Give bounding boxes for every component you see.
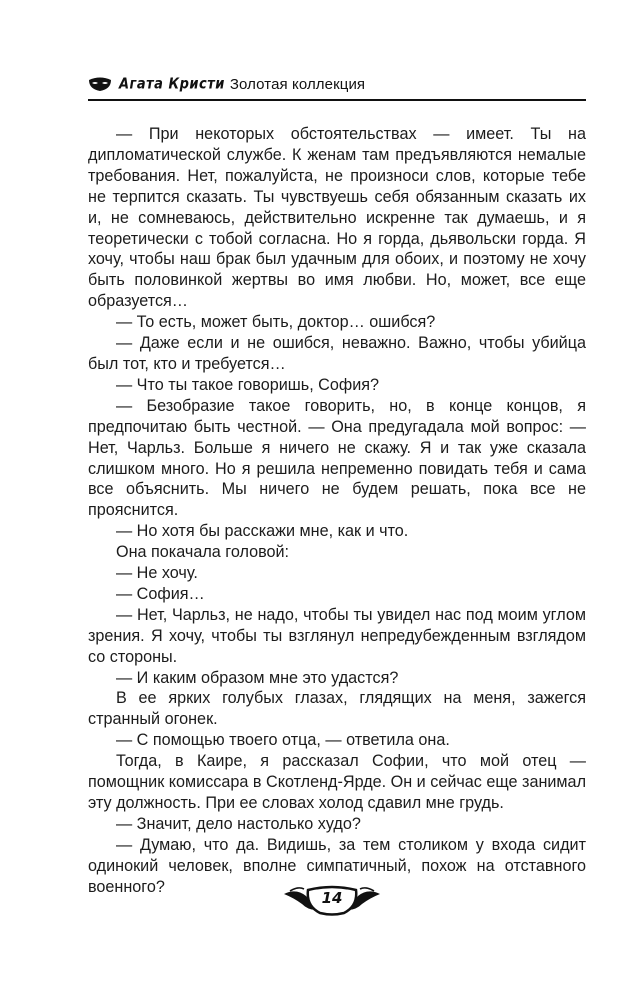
body-text — [88, 124, 586, 898]
paragraph: Тогда, в Каире, я рассказал Софии, что мой отец — помощник комиссара в Скотленд-Ярде. Он и сейчас еще занимал эту должность. При ее словах холод сдавил мне грудь. — [88, 752, 587, 812]
paragraph: — Не хочу. — [116, 564, 198, 583]
paragraph: — С помощью твоего отца, — ответила она. — [116, 731, 450, 750]
paragraph: В ее ярких голубых глазах, глядящих на меня, зажегся странный огонек. — [88, 689, 586, 729]
paragraph: — София… — [116, 584, 205, 603]
paragraph: Она покачала головой: — [116, 543, 290, 562]
page-number: 14 — [321, 889, 343, 907]
paragraph: — И каким образом мне это удастся? — [116, 668, 399, 687]
paragraph: — При некоторых обстоятельствах — имеет. Ты на дипломатической службе. К женам там предъявляются немалые требования. Нет, пожалуйста, не произноси слов, которые тебе не терпится сказать. Ты чувствуешь себя обязанным сказать их и, не сомневаюсь, действительно искренне так думаешь, и я теоретически с тобой согласна. Но я горда, дьявольски горда. Я хочу, чтобы наш брак был удачным для обоих, и поэтому не хочу быть половинкой жертвы во имя любви. Но, может, все еще образуется… — [88, 125, 586, 311]
paragraph: — Нет, Чарльз, не надо, чтобы ты увидел нас под моим углом зрения. Я хочу, чтобы ты взглянул непредубежденным взглядом со стороны. — [88, 605, 586, 666]
running-header — [88, 76, 586, 93]
series-title: Золотая коллекция — [229, 76, 366, 93]
header-rule — [88, 99, 586, 101]
page-badge — [282, 880, 382, 920]
cat-eyes-logo-icon — [88, 76, 112, 92]
author-brand: Агата Кристи — [119, 75, 225, 93]
paragraph: — Значит, дело настолько худо? — [116, 814, 361, 833]
paragraph: — Думаю, что да. Видишь, за тем столиком у входа сидит одинокий человек, вполне симпатичный, похож на отставного военного? — [88, 835, 586, 896]
paragraph: — Что ты такое говоришь, София? — [116, 375, 380, 394]
paragraph: — Но хотя бы расскажи мне, как и что. — [116, 522, 409, 541]
paragraph: — Безобразие такое говорить, но, в конце концов, я предпочитаю быть честной. — Она предугадала мой вопрос: — Нет, Чарльз. Больше я ничего не скажу. Я и так уже сказала слишком много. Но я решила непременно повидать тебя и сама все объяснить. Мы ничего не будем решать, пока все не прояснится. — [88, 396, 586, 520]
paragraph: — Даже если и не ошибся, неважно. Важно, чтобы убийца был тот, кто и требуется… — [88, 334, 586, 373]
paragraph: — То есть, может быть, доктор… ошибся? — [116, 313, 436, 332]
